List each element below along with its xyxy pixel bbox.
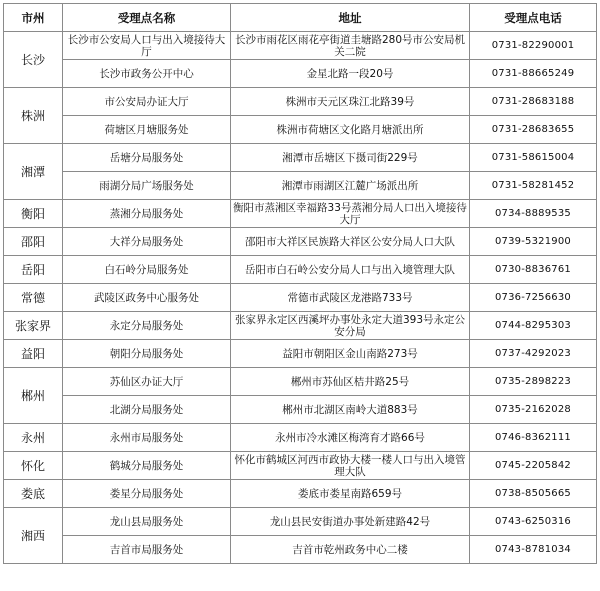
address-cell: 娄底市娄星南路659号 bbox=[231, 480, 470, 508]
name-cell: 永州市局服务处 bbox=[63, 424, 231, 452]
table-row bbox=[4, 256, 597, 284]
table-row bbox=[4, 172, 597, 200]
address-cell: 常德市武陵区龙港路733号 bbox=[231, 284, 470, 312]
phone-cell: 0731-58281452 bbox=[470, 172, 597, 200]
name-cell: 永定分局服务处 bbox=[63, 312, 231, 340]
table-row bbox=[4, 228, 597, 256]
name-cell: 市公安局办证大厅 bbox=[63, 88, 231, 116]
address-cell: 益阳市朝阳区金山南路273号 bbox=[231, 340, 470, 368]
table-row bbox=[4, 116, 597, 144]
table-row bbox=[4, 396, 597, 424]
table-row bbox=[4, 32, 597, 60]
phone-cell: 0731-82290001 bbox=[470, 32, 597, 60]
table-row bbox=[4, 368, 597, 396]
address-cell: 长沙市雨花区雨花亭街道圭塘路280号市公安局机关二院 bbox=[231, 32, 470, 60]
table-row bbox=[4, 88, 597, 116]
phone-cell: 0746-8362111 bbox=[470, 424, 597, 452]
table-row bbox=[4, 536, 597, 564]
city-cell: 娄底 bbox=[4, 480, 63, 508]
address-cell: 龙山县民安街道办事处新建路42号 bbox=[231, 508, 470, 536]
address-cell: 金星北路一段20号 bbox=[231, 60, 470, 88]
name-cell: 吉首市局服务处 bbox=[63, 536, 231, 564]
phone-cell: 0743-8781034 bbox=[470, 536, 597, 564]
name-cell: 武陵区政务中心服务处 bbox=[63, 284, 231, 312]
city-cell: 邵阳 bbox=[4, 228, 63, 256]
city-cell: 张家界 bbox=[4, 312, 63, 340]
address-cell: 张家界永定区西溪坪办事处永定大道393号永定公安分局 bbox=[231, 312, 470, 340]
table-row bbox=[4, 424, 597, 452]
name-cell: 鹤城分局服务处 bbox=[63, 452, 231, 480]
phone-cell: 0731-88665249 bbox=[470, 60, 597, 88]
city-cell: 衡阳 bbox=[4, 200, 63, 228]
city-cell: 常德 bbox=[4, 284, 63, 312]
address-cell: 株洲市荷塘区文化路月塘派出所 bbox=[231, 116, 470, 144]
address-cell: 怀化市鹤城区河西市政协大楼一楼人口与出入境管理大队 bbox=[231, 452, 470, 480]
phone-cell: 0735-2162028 bbox=[470, 396, 597, 424]
phone-cell: 0731-58615004 bbox=[470, 144, 597, 172]
name-cell: 龙山县局服务处 bbox=[63, 508, 231, 536]
address-cell: 岳阳市白石岭公安分局人口与出入境管理大队 bbox=[231, 256, 470, 284]
header-city: 市州 bbox=[4, 4, 63, 32]
city-cell: 怀化 bbox=[4, 452, 63, 480]
address-cell: 郴州市北湖区南岭大道883号 bbox=[231, 396, 470, 424]
name-cell: 长沙市公安局人口与出入境接待大厅 bbox=[63, 32, 231, 60]
city-cell: 永州 bbox=[4, 424, 63, 452]
city-cell: 郴州 bbox=[4, 368, 63, 424]
address-cell: 湘潭市雨湖区江麓广场派出所 bbox=[231, 172, 470, 200]
table-row bbox=[4, 60, 597, 88]
table-row bbox=[4, 340, 597, 368]
city-cell: 湘潭 bbox=[4, 144, 63, 200]
name-cell: 白石岭分局服务处 bbox=[63, 256, 231, 284]
phone-cell: 0739-5321900 bbox=[470, 228, 597, 256]
name-cell: 长沙市政务公开中心 bbox=[63, 60, 231, 88]
table-row bbox=[4, 452, 597, 480]
name-cell: 岳塘分局服务处 bbox=[63, 144, 231, 172]
phone-cell: 0743-6250316 bbox=[470, 508, 597, 536]
table-row bbox=[4, 508, 597, 536]
name-cell: 大祥分局服务处 bbox=[63, 228, 231, 256]
address-cell: 湘潭市岳塘区下摄司街229号 bbox=[231, 144, 470, 172]
header-address: 地址 bbox=[231, 4, 470, 32]
address-cell: 邵阳市大祥区民族路大祥区公安分局人口大队 bbox=[231, 228, 470, 256]
name-cell: 北湖分局服务处 bbox=[63, 396, 231, 424]
name-cell: 荷塘区月塘服务处 bbox=[63, 116, 231, 144]
phone-cell: 0731-28683655 bbox=[470, 116, 597, 144]
table-row bbox=[4, 480, 597, 508]
phone-cell: 0744-8295303 bbox=[470, 312, 597, 340]
phone-cell: 0737-4292023 bbox=[470, 340, 597, 368]
name-cell: 蒸湘分局服务处 bbox=[63, 200, 231, 228]
address-cell: 株洲市天元区珠江北路39号 bbox=[231, 88, 470, 116]
address-cell: 郴州市苏仙区桔井路25号 bbox=[231, 368, 470, 396]
name-cell: 苏仙区办证大厅 bbox=[63, 368, 231, 396]
table-row bbox=[4, 312, 597, 340]
phone-cell: 0731-28683188 bbox=[470, 88, 597, 116]
city-cell: 长沙 bbox=[4, 32, 63, 88]
phone-cell: 0736-7256630 bbox=[470, 284, 597, 312]
phone-cell: 0735-2898223 bbox=[470, 368, 597, 396]
city-cell: 湘西 bbox=[4, 508, 63, 564]
city-cell: 株洲 bbox=[4, 88, 63, 144]
address-cell: 吉首市乾州政务中心二楼 bbox=[231, 536, 470, 564]
phone-cell: 0738-8505665 bbox=[470, 480, 597, 508]
header-row bbox=[4, 4, 597, 32]
city-cell: 益阳 bbox=[4, 340, 63, 368]
name-cell: 朝阳分局服务处 bbox=[63, 340, 231, 368]
address-cell: 永州市冷水滩区梅湾育才路66号 bbox=[231, 424, 470, 452]
address-cell: 衡阳市蒸湘区幸福路33号蒸湘分局人口出入境接待大厅 bbox=[231, 200, 470, 228]
table-body bbox=[4, 32, 597, 564]
name-cell: 雨湖分局广场服务处 bbox=[63, 172, 231, 200]
table-row bbox=[4, 144, 597, 172]
phone-cell: 0734-8889535 bbox=[470, 200, 597, 228]
table-row bbox=[4, 284, 597, 312]
header-name: 受理点名称 bbox=[63, 4, 231, 32]
phone-cell: 0730-8836761 bbox=[470, 256, 597, 284]
city-cell: 岳阳 bbox=[4, 256, 63, 284]
name-cell: 娄星分局服务处 bbox=[63, 480, 231, 508]
header-phone: 受理点电话 bbox=[470, 4, 597, 32]
phone-cell: 0745-2205842 bbox=[470, 452, 597, 480]
service-points-table bbox=[3, 3, 597, 564]
table-row bbox=[4, 200, 597, 228]
